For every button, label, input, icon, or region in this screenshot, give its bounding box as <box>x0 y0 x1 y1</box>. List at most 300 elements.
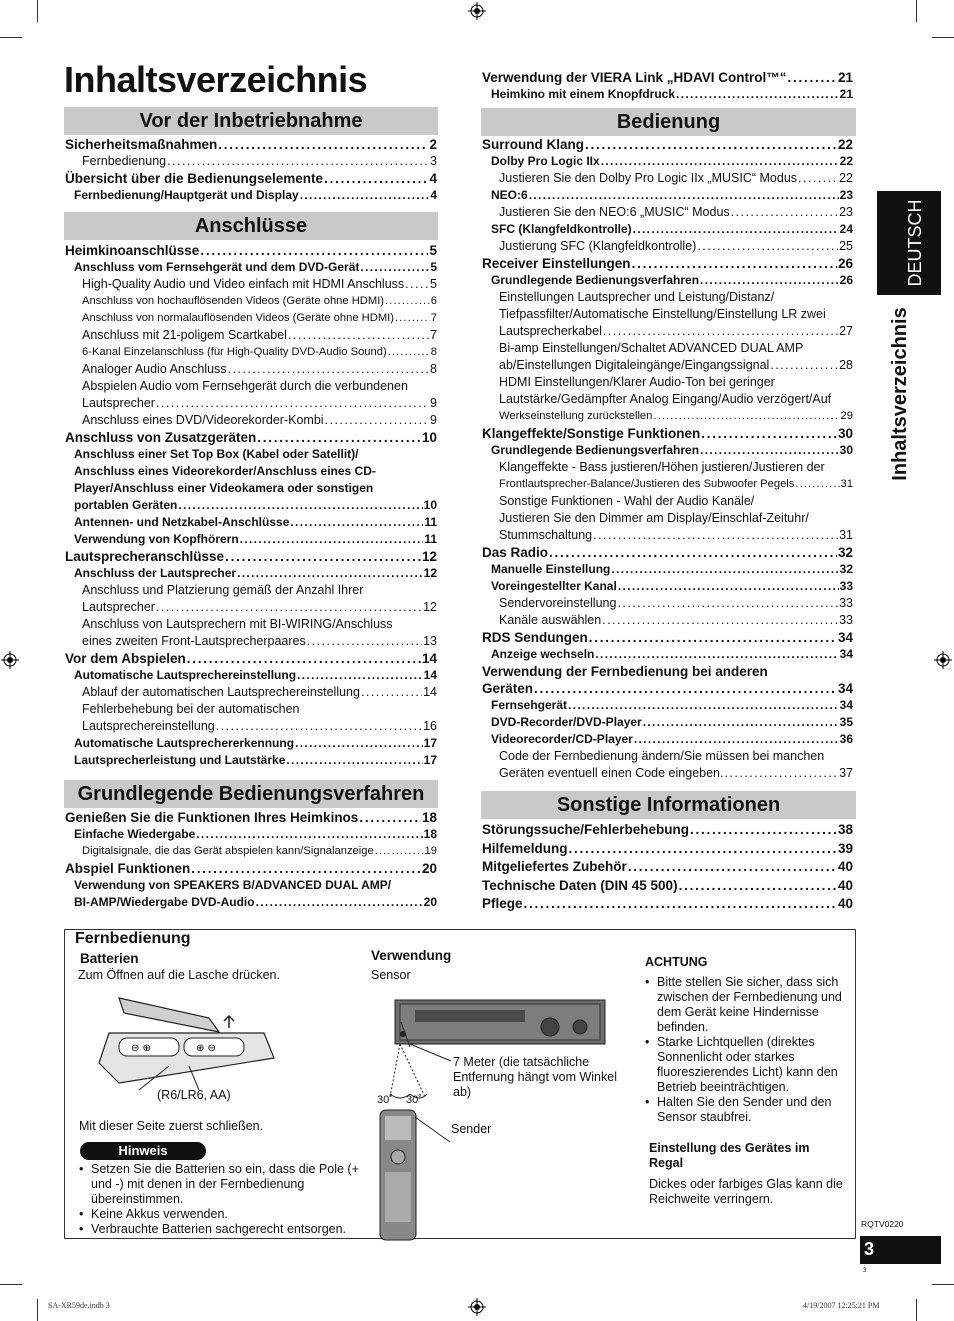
toc-entry <box>65 293 437 310</box>
toc-entry-title: Surround Klang <box>482 137 584 152</box>
toc-entry-title: Lautsprecher <box>82 396 155 410</box>
toc-entry <box>65 480 437 497</box>
toc-entry <box>65 463 437 480</box>
toc-entry <box>482 153 853 170</box>
section-heading-sonstige-informationen: Sonstige Informationen <box>481 791 856 819</box>
toc-entry <box>482 255 853 272</box>
toc-entry-leader <box>359 809 421 826</box>
toc-entry-page: 10 <box>421 430 437 445</box>
toc-entry <box>65 684 437 701</box>
toc-entry <box>482 731 853 748</box>
toc-entry <box>65 809 437 826</box>
toc-entry <box>65 514 437 531</box>
toc-entry-page: 7 <box>430 328 437 342</box>
toc-entry-title: Anschluss einer Set Top Box (Kabel oder Satellit)/ <box>74 447 359 461</box>
toc-entry-page: 9 <box>430 396 437 410</box>
toc-entry-title: Grundlegende Bedienungsverfahren <box>491 273 700 287</box>
toc-entry <box>65 599 437 616</box>
toc-list-bedienung <box>482 136 853 782</box>
toc-entry-leader <box>634 731 839 748</box>
toc-entry-leader <box>187 650 421 667</box>
toc-entry <box>65 412 437 429</box>
toc-entry-title: Übersicht über die Bedienungselemente <box>65 171 324 186</box>
toc-entry-title: Tiefpassfilter/Automatische Einstellung/Einstellung LR zwei <box>499 307 826 321</box>
toc-entry <box>65 395 437 412</box>
toc-entry <box>65 136 437 153</box>
toc-entry-leader <box>585 136 837 153</box>
toc-entry <box>482 86 853 103</box>
toc-entry-leader <box>611 561 838 578</box>
hint-item: • Keine Akkus verwenden. <box>77 1207 373 1222</box>
toc-entry-page: 17 <box>423 736 437 750</box>
toc-entry-title: Anschluss vom Fernsehgerät und dem DVD-Gerät <box>74 260 360 274</box>
toc-entry <box>482 221 853 238</box>
section-heading-grundlegende-bedienungsverfahren: Grundlegende Bedienungsverfahren <box>64 780 438 808</box>
tiny-page-number: 3 <box>863 1268 867 1274</box>
angle-right-label: 30˚ <box>406 1094 422 1106</box>
toc-entry-page: 32 <box>837 545 853 560</box>
toc-entry <box>482 714 853 731</box>
toc-entry-page: 34 <box>837 681 853 696</box>
toc-entry-leader <box>524 895 837 914</box>
toc-entry <box>482 289 853 306</box>
toc-entry <box>482 663 853 680</box>
toc-entry <box>65 429 437 446</box>
toc-entry <box>65 170 437 187</box>
toc-entry-title: Einfache Wiedergabe <box>74 827 196 841</box>
page-number: 3 <box>864 1239 875 1259</box>
toc-entry-title: Anschluss von normalauflösenden Videos (Geräte ohne HDMI) <box>82 312 394 324</box>
toc-entry-title: Verwendung der Fernbedienung bei anderen <box>482 664 768 679</box>
toc-entry <box>482 821 853 840</box>
toc-entry <box>482 187 853 204</box>
toc-entry-leader <box>701 425 837 442</box>
hint-label: Hinweis <box>118 1143 168 1158</box>
caution-item: • Bitte stellen Sie sicher, dass sich zwischen der Fernbedienung und dem Gerät keine Hindernisse befinden. <box>643 975 848 1035</box>
toc-entry-leader <box>237 565 423 582</box>
toc-entry-leader <box>690 821 837 840</box>
toc-entry-page: 40 <box>837 877 853 893</box>
toc-entry-page: 12 <box>421 549 437 564</box>
toc-entry <box>65 310 437 327</box>
toc-entry <box>482 272 853 289</box>
toc-entry <box>65 735 437 752</box>
toc-entry-page: 9 <box>430 413 437 427</box>
angle-left-label: 30˚ <box>377 1094 393 1106</box>
section-heading-bedienung: Bedienung <box>481 108 856 136</box>
toc-entry-title: Anschluss von Lautsprechern mit BI-WIRING/Anschluss <box>82 617 393 631</box>
toc-list-vor-der-inbetriebnahme <box>65 136 437 204</box>
toc-entry-leader <box>676 86 839 103</box>
toc-entry <box>65 667 437 684</box>
toc-entry-page: 22 <box>839 171 853 185</box>
toc-entry-title: Sonstige Funktionen - Wahl der Audio Kanäle/ <box>499 494 755 508</box>
toc-entry-leader <box>257 429 421 446</box>
toc-entry-title: Ablauf der automatischen Lautsprechereinstellung <box>82 685 360 699</box>
toc-entry-title: Anzeige wechseln <box>491 647 595 661</box>
toc-entry-page: 5 <box>430 277 437 291</box>
toc-entry <box>65 378 437 395</box>
toc-entry-leader <box>300 187 430 204</box>
toc-entry-title: HDMI Einstellungen/Klarer Audio-Ton bei geringer <box>499 375 775 389</box>
toc-entry <box>482 748 853 765</box>
toc-entry <box>482 340 853 357</box>
toc-entry-title: Lautsprechereinstellung <box>82 719 215 733</box>
caution-item: • Starke Lichtquellen (direktes Sonnenlicht oder starkes fluoreszierendes Licht) kann den Betrieb beeinträchtigen. <box>643 1035 848 1095</box>
toc-entry-page: 37 <box>839 766 853 780</box>
receiver-illustration <box>365 982 615 1242</box>
toc-entry-leader <box>385 293 430 310</box>
toc-entry-leader <box>589 629 837 646</box>
toc-entry <box>65 565 437 582</box>
toc-entry-page: 22 <box>839 154 853 168</box>
toc-entry-title: Vor dem Abspielen <box>65 651 186 666</box>
toc-entry-title: Bi-amp Einstellungen/Schaltet ADVANCED DUAL AMP <box>499 341 804 355</box>
toc-entry <box>65 446 437 463</box>
toc-entry-title: Abspielen Audio vom Fernsehgerät durch die verbundenen <box>82 379 408 393</box>
toc-entry-title: 6-Kanal Einzelanschluss (für High-Quality DVD-Audio Sound) <box>82 346 387 358</box>
toc-entry-page: 14 <box>423 668 437 682</box>
toc-entry-title: Code der Fernbedienung ändern/Sie müssen bei manchen <box>499 749 825 763</box>
toc-entry-title: Justieren Sie den Dolby Pro Logic IIx „MUSIC“ Modus <box>499 171 798 185</box>
toc-entry <box>482 595 853 612</box>
toc-entry-leader <box>156 599 422 616</box>
batteries-heading: Batterien <box>80 951 139 966</box>
toc-entry-title: Klangeffekte - Bass justieren/Höhen justieren/Justieren der <box>499 460 825 474</box>
toc-entry-title: Lautstärke/Gedämpfter Analog Eingang/Audio verzögert/Auf <box>499 392 832 406</box>
toc-entry-page: 29 <box>840 410 853 422</box>
toc-entry-page: 11 <box>424 532 437 546</box>
toc-entry-title: Mitgeliefertes Zubehör <box>482 859 627 874</box>
toc-entry-leader <box>788 69 837 86</box>
toc-entry <box>65 242 437 259</box>
toc-entry-title: Automatische Lautsprechererkennung <box>74 736 295 750</box>
toc-entry-page: 22 <box>837 137 853 152</box>
toc-entry-page: 33 <box>839 613 853 627</box>
toc-entry-title: SFC (Klangfeldkontrolle) <box>491 222 632 236</box>
shelf-heading: Einstellung des Gerätes im Regal <box>649 1141 810 1170</box>
toc-entry <box>482 510 853 527</box>
toc-entry <box>65 826 437 843</box>
toc-entry-leader <box>361 684 422 701</box>
toc-entry <box>482 629 853 646</box>
toc-entry-title: Werkseinstellung zurückstellen <box>499 410 653 422</box>
toc-entry-title: Anschluss von Zusatzgeräten <box>65 430 257 445</box>
toc-entry-leader <box>216 718 422 735</box>
toc-entry-page: 12 <box>423 566 437 580</box>
toc-entry <box>482 612 853 629</box>
toc-entry-page: 14 <box>423 685 437 699</box>
toc-entry-page: 28 <box>839 358 853 372</box>
toc-entry-leader <box>191 860 421 877</box>
toc-entry-page: 17 <box>423 753 437 767</box>
toc-entry-leader <box>167 153 429 170</box>
toc-entry-title: Voreingestellter Kanal <box>491 579 617 593</box>
toc-entry <box>65 259 437 276</box>
footer-timestamp: 4/19/2007 12:25:21 PM <box>803 1301 880 1310</box>
toc-entry-leader <box>290 514 423 531</box>
toc-entry <box>482 459 853 476</box>
toc-entry-title: Fernbedienung <box>82 154 167 168</box>
toc-entry-leader <box>225 548 421 565</box>
toc-entry-page: 21 <box>837 70 853 85</box>
toc-entry <box>65 344 437 361</box>
toc-entry-title: Einstellungen Lautsprecher und Leistung/Distanz/ <box>499 290 775 304</box>
toc-entry-title: Genießen Sie die Funktionen Ihres Heimkinos <box>65 810 359 825</box>
toc-entry <box>482 680 853 697</box>
sensor-label: Sensor <box>371 968 411 982</box>
registration-mark-left <box>1 651 19 669</box>
toc-entry <box>65 497 437 514</box>
toc-entry-page: 2 <box>429 137 437 152</box>
toc-entry-leader <box>534 680 837 697</box>
toc-entry-title: Antennen- und Netzkabel-Anschlüsse <box>74 515 290 529</box>
toc-entry <box>482 69 853 86</box>
toc-entry-title: Hilfemeldung <box>482 840 568 856</box>
toc-entry-title: Lautsprecheranschlüsse <box>65 549 225 564</box>
toc-entry-leader <box>770 357 838 374</box>
battery-illustration <box>79 988 279 1090</box>
toc-entry-page: 40 <box>837 896 853 911</box>
toc-entry-page: 18 <box>421 810 437 825</box>
caution-heading: ACHTUNG <box>645 955 708 969</box>
toc-entry-leader <box>568 697 839 714</box>
toc-entry-title: Verwendung der VIERA Link „HDAVI Control™“ <box>482 70 787 85</box>
toc-entry-leader <box>549 544 837 561</box>
toc-entry-title: ab/Einstellungen Digitaleingänge/Eingangssignal <box>499 358 770 372</box>
toc-entry-leader <box>286 752 422 769</box>
toc-entry <box>65 877 437 894</box>
toc-entry-page: 13 <box>423 634 437 648</box>
toc-entry <box>65 327 437 344</box>
language-tab <box>877 191 941 295</box>
toc-entry-page: 24 <box>839 222 853 236</box>
toc-entry-leader <box>325 412 430 429</box>
toc-entry-title: Das Radio <box>482 545 549 560</box>
toc-entry-leader <box>388 344 430 361</box>
toc-entry-title: Player/Anschluss einer Videokamera oder sonstigen <box>74 481 374 495</box>
toc-entry <box>482 425 853 442</box>
toc-entry-title: Receiver Einstellungen <box>482 256 631 271</box>
toc-entry <box>482 476 853 493</box>
toc-entry-leader <box>601 153 839 170</box>
toc-entry-page: 7 <box>430 312 437 324</box>
toc-entry <box>482 697 853 714</box>
toc-entry-page: 35 <box>839 715 853 729</box>
toc-entry-title: Dolby Pro Logic IIx <box>491 154 600 168</box>
toc-entry-title: Automatische Lautsprechereinstellung <box>74 668 297 682</box>
toc-entry <box>482 527 853 544</box>
toc-entry <box>65 531 437 548</box>
toc-entry-title: NEO:6 <box>491 188 528 202</box>
toc-entry <box>482 408 853 425</box>
toc-entry <box>482 391 853 408</box>
toc-entry-page: 5 <box>429 243 437 258</box>
toc-entry <box>482 357 853 374</box>
toc-entry-title: Störungssuche/Fehlerbehebung <box>482 822 690 837</box>
toc-entry-page: 12 <box>423 600 437 614</box>
hint-item: • Verbrauchte Batterien sachgerecht entsorgen. <box>77 1222 373 1237</box>
toc-entry-title: Anschluss eines Videorekorder/Anschluss eines CD- <box>74 464 376 478</box>
toc-entry <box>65 616 437 633</box>
caution-list <box>643 975 848 1125</box>
toc-entry-leader <box>297 667 423 684</box>
toc-entry-title: portablen Geräten <box>74 498 178 512</box>
toc-entry-page: 20 <box>421 861 437 876</box>
distance-text: 7 Meter (die tatsächliche Entfernung hängt vom Winkel ab) <box>453 1055 617 1099</box>
toc-entry <box>482 646 853 663</box>
toc-entry-page: 4 <box>430 188 437 202</box>
toc-entry-leader <box>256 894 423 911</box>
toc-entry-title: Kanäle auswählen <box>499 613 602 627</box>
toc-entry-title: Fehlerbehebung bei der automatischen <box>82 702 300 716</box>
toc-entry <box>65 582 437 599</box>
toc-entry-title: Lautsprecherkabel <box>499 324 602 338</box>
toc-entry-page: 34 <box>839 698 853 712</box>
toc-entry-page: 39 <box>837 840 853 856</box>
toc-entry-leader <box>307 633 422 650</box>
toc-entry-leader <box>632 255 837 272</box>
toc-entry-page: 30 <box>837 426 853 441</box>
section-heading-vor-der-inbetriebnahme: Vor der Inbetriebnahme <box>64 107 438 135</box>
toc-entry-leader <box>156 395 429 412</box>
toc-list-anschluesse <box>65 242 437 769</box>
toc-entry-leader <box>593 527 838 544</box>
toc-entry-leader <box>569 840 837 859</box>
toc-entry-title: Anschluss der Lautsprecher <box>74 566 237 580</box>
caution-item: • Halten Sie den Sender und den Sensor staubfrei. <box>643 1095 848 1125</box>
battery-type-label: (R6/LR6, AA) <box>157 1088 231 1102</box>
toc-entry-leader <box>529 187 839 204</box>
toc-entry-leader <box>324 170 428 187</box>
section-heading-anschluesse: Anschlüsse <box>64 212 438 240</box>
toc-entry-page: 33 <box>839 596 853 610</box>
footer-file: SA-XR59de.indb 3 <box>48 1301 110 1310</box>
toc-entry-leader <box>395 310 430 327</box>
svg-text:⊖ ⊕: ⊖ ⊕ <box>131 1043 151 1054</box>
remote-box-title: Fernbedienung <box>75 930 191 947</box>
language-label: DEUTSCH <box>905 199 925 287</box>
toc-entry-leader <box>798 170 838 187</box>
toc-entry-page: 34 <box>839 647 853 661</box>
toc-entry <box>482 136 853 153</box>
toc-entry <box>482 374 853 391</box>
toc-entry <box>482 323 853 340</box>
toc-entry-title: Analoger Audio Anschluss <box>82 362 227 376</box>
toc-entry-leader <box>700 442 839 459</box>
toc-entry-title: Heimkinoanschlüsse <box>65 243 200 258</box>
toc-entry <box>482 544 853 561</box>
toc-entry-leader <box>628 858 837 877</box>
toc-entry-title: Frontlautsprecher-Balance/Justieren des Subwoofer Pegels <box>499 478 795 490</box>
toc-entry-title: Justierung SFC (Klangfeldkontrolle) <box>499 239 697 253</box>
toc-entry <box>482 306 853 323</box>
side-section-label <box>878 300 918 500</box>
toc-entry-leader <box>178 497 422 514</box>
toc-entry-page: 18 <box>423 827 437 841</box>
toc-entry-page: 40 <box>837 859 853 874</box>
toc-entry-leader <box>643 714 839 731</box>
remote-control-box <box>64 929 856 1239</box>
side-section-text: Inhaltsverzeichnis <box>889 307 911 481</box>
toc-entry-page: 31 <box>839 528 853 542</box>
toc-list-sonstige-informationen <box>482 821 853 914</box>
toc-entry <box>482 895 853 914</box>
toc-entry <box>65 701 437 718</box>
toc-entry-page: 21 <box>839 87 853 101</box>
toc-entry-page: 30 <box>839 443 853 457</box>
toc-entry-leader <box>700 272 839 289</box>
toc-entry-title: Justieren Sie den Dimmer am Display/Einschlaf-Zeituhr/ <box>499 511 809 525</box>
toc-entry-title: Videorecorder/CD-Player <box>491 732 633 746</box>
registration-mark-bottom <box>468 1298 486 1316</box>
toc-entry <box>65 153 437 170</box>
toc-entry-leader <box>228 361 430 378</box>
toc-entry <box>65 752 437 769</box>
toc-entry-title: Justieren Sie den NEO:6 „MUSIC“ Modus <box>499 205 730 219</box>
toc-entry-title: Verwendung von Kopfhörern <box>74 532 239 546</box>
toc-list-grundlegende-bedienungsverfahren <box>65 809 437 911</box>
toc-entry <box>482 578 853 595</box>
toc-entry <box>65 650 437 667</box>
toc-entry-leader <box>724 765 838 782</box>
toc-entry-leader <box>617 595 838 612</box>
toc-entry-leader <box>360 259 429 276</box>
toc-entry-page: 19 <box>424 845 437 857</box>
toc-entry-leader <box>240 531 424 548</box>
toc-entry-leader <box>405 276 429 293</box>
toc-entry-page: 38 <box>837 822 853 837</box>
toc-entry-title: Digitalsignale, die das Gerät abspielen kann/Signalanzeige <box>82 845 374 857</box>
toc-entry <box>482 840 853 859</box>
toc-entry <box>482 765 853 782</box>
toc-entry-leader <box>618 578 839 595</box>
toc-entry-title: Heimkino mit einem Knopfdruck <box>491 87 676 101</box>
toc-entry-title: Pflege <box>482 896 523 911</box>
page-number-box <box>860 1236 941 1264</box>
toc-entry <box>482 238 853 255</box>
shelf-text: Dickes oder farbiges Glas kann die Reichweite verringern. <box>649 1177 843 1206</box>
toc-entry-page: 3 <box>430 154 437 168</box>
toc-entry-title: Technische Daten (DIN 45 500) <box>482 877 678 893</box>
toc-entry-page: 8 <box>430 362 437 376</box>
toc-entry-page: 23 <box>839 188 853 202</box>
toc-entry-page: 14 <box>421 651 437 666</box>
toc-entry <box>482 858 853 877</box>
toc-entry-page: 33 <box>839 579 853 593</box>
toc-entry-page: 26 <box>837 256 853 271</box>
toc-entry-title: Klangeffekte/Sonstige Funktionen <box>482 426 701 441</box>
toc-entry-title: High-Quality Audio und Video einfach mit HDMI Anschluss <box>82 277 405 291</box>
usage-heading: Verwendung <box>371 948 452 963</box>
toc-entry <box>65 361 437 378</box>
toc-entry-page: 25 <box>839 239 853 253</box>
toc-entry-title: Grundlegende Bedienungsverfahren <box>491 443 700 457</box>
svg-text:⊕ ⊖: ⊕ ⊖ <box>196 1043 216 1054</box>
toc-entry-page: 32 <box>839 562 853 576</box>
toc-entry-page: 6 <box>430 295 437 307</box>
batteries-text: Zum Öffnen auf die Lasche drücken. <box>78 968 280 982</box>
toc-entry-page: 23 <box>839 205 853 219</box>
toc-entry-page: 20 <box>423 895 437 909</box>
toc-entry-leader <box>795 476 839 493</box>
toc-entry-leader <box>731 204 838 221</box>
registration-mark-top <box>468 2 486 20</box>
toc-entry-leader <box>375 843 424 860</box>
toc-entry <box>482 204 853 221</box>
toc-entry-page: 36 <box>839 732 853 746</box>
toc-entry-title: Stummschaltung <box>499 528 593 542</box>
